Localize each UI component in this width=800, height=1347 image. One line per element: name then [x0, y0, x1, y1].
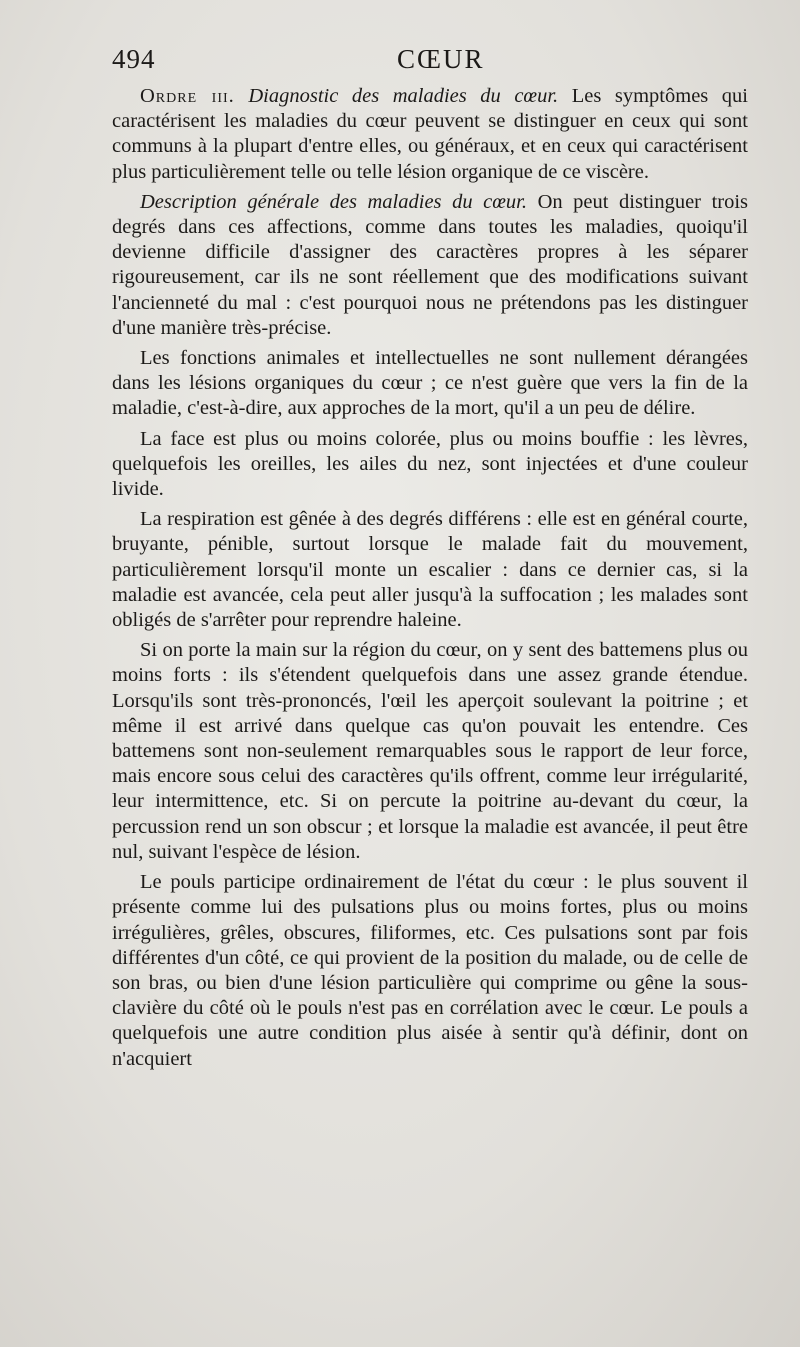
section-title: Diagnostic des maladies du cœur.	[248, 85, 559, 107]
section-title: Description générale des maladies du cœur.	[140, 190, 527, 213]
page-header	[112, 44, 748, 88]
body-text	[112, 84, 748, 1077]
running-title: CŒUR	[397, 44, 485, 74]
order-heading: Ordre iii.	[140, 85, 235, 107]
paragraph-description	[112, 190, 748, 341]
page-number: 494	[112, 44, 156, 74]
paragraph-order-iii	[112, 84, 748, 185]
paragraph-face: La face est plus ou moins colorée, plus ou moins bouffie : les lèvres, quelquefois les oreilles, les ailes du nez, sont injectées et d'une couleur livide.	[112, 427, 748, 501]
paragraph-text: On peut distinguer trois degrés dans ces affections, comme dans toutes les maladies, quoiqu'il devienne difficile d'assigner des caractères propres à les séparer rigoureusement, car ils ne sont réellement que des modifications suivant l'ancienneté du mal : c'est pourquoi nous ne prétendons pas les distinguer d'une manière très-précise.	[112, 190, 749, 339]
paragraph-respiration: La respiration est gênée à des degrés différens : elle est en général courte, bruyante, pénible, surtout lorsque le malade fait du mouvement, particulièrement lorsqu'il monte un escalier : dans ce dernier cas, si la maladie est avancée, cela peut aller jusqu'à la suffocation ; les malades sont obligés de s'arrêter pour reprendre haleine.	[112, 508, 748, 632]
paragraph-fonctions: Les fonctions animales et intellectuelles ne sont nullement dérangées dans les lésions organiques du cœur ; ce n'est guère que vers la fin de la maladie, c'est-à-dire, aux approches de la mort, qu'il a un peu de délire.	[112, 347, 748, 420]
paragraph-text: Les symptômes qui caractérisent les maladies du cœur peuvent se distinguer en ceux qui sont communs à la plupart d'entre elles, ou généraux, et en ceux qui caractérisent plus particulièrement telle ou telle lésion organique de ce viscère.	[112, 85, 749, 183]
paragraph-battemens: Si on porte la main sur la région du cœur, on y sent des battemens plus ou moins forts : ils s'étendent quelquefois dans une assez grande étendue. Lorsqu'ils sont très-prononcés, l'œil les aperçoit soulevant la poitrine ; et même il est arrivé dans quelque cas qu'on pouvait les entendre. Ces battemens sont non-seulement remarquables sous le rapport de leur force, mais encore sous celui des caractères qu'ils offrent, comme leur irrégularité, leur intermittence, etc. Si on percute la poitrine au-devant du cœur, la percussion rend un son obscur ; et lorsque la maladie est avancée, il peut être nul, suivant l'espèce de lésion.	[112, 639, 748, 863]
paragraph-pouls: Le pouls participe ordinairement de l'état du cœur : le plus souvent il présente comme lui des pulsations plus ou moins fortes, plus ou moins irrégulières, grêles, obscures, filiformes, etc. Ces pulsations sont par fois différentes d'un côté, ce qui provient de la position du malade, ou de celle de son bras, ou bien d'une lésion particulière qui comprime ou gêne la sous-clavière du côté où le pouls n'est pas en corrélation avec le cœur. Le pouls a quelquefois une autre condition plus aisée à sentir qu'à définir, dont on n'acquiert	[112, 871, 748, 1070]
